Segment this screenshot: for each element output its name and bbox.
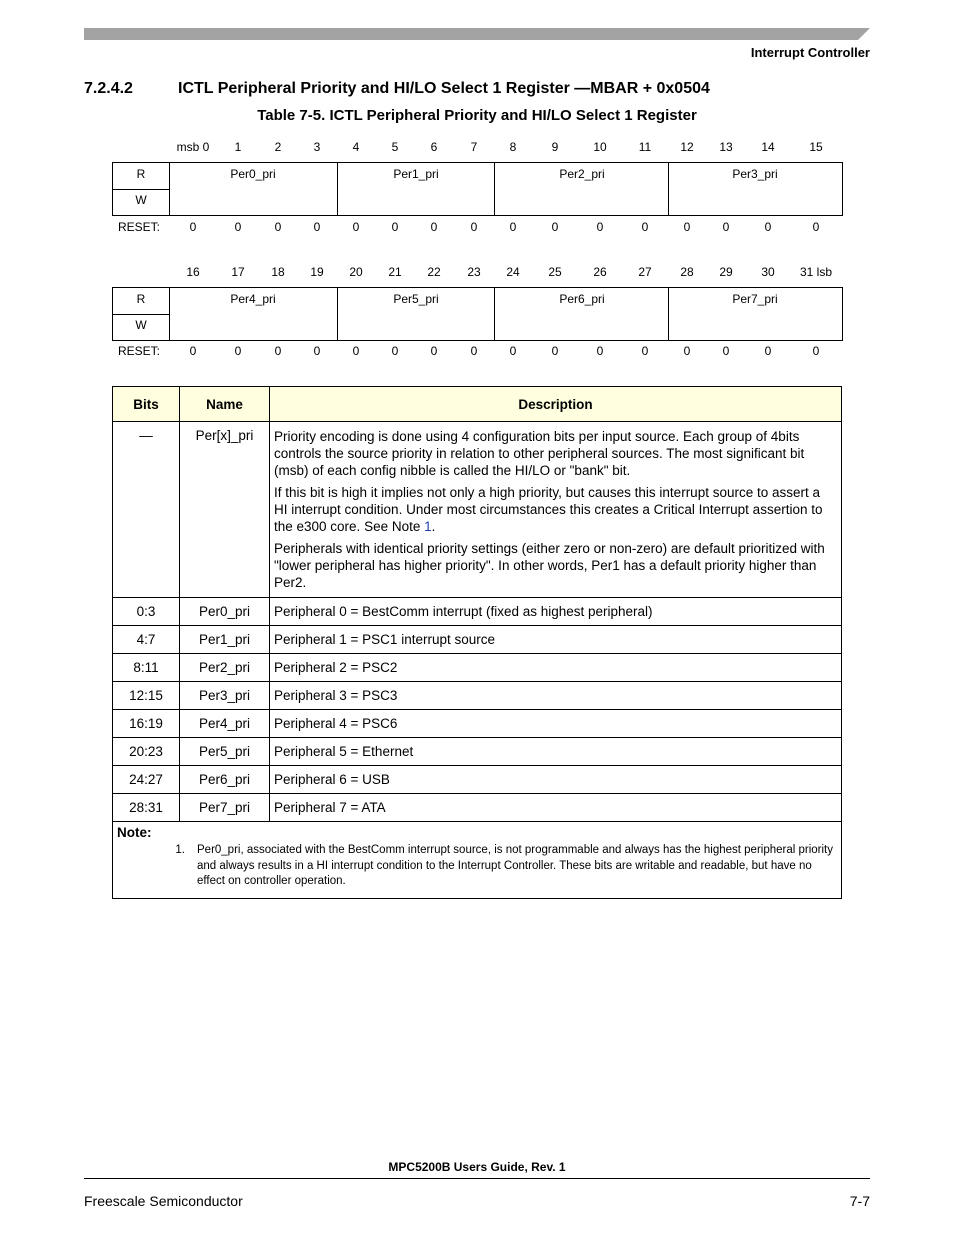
bit-label: 5 (391, 140, 399, 154)
register-field: Per4_pri (230, 292, 276, 306)
bit-label: 18 (271, 265, 285, 279)
reset-value: 0 (234, 220, 242, 234)
register-field: Per0_pri (230, 167, 276, 181)
reset-value: 0 (683, 220, 691, 234)
footer-page-number: 7-7 (849, 1193, 870, 1209)
bit-label: 12 (680, 140, 694, 154)
reset-row (112, 220, 843, 236)
reset-value: 0 (313, 220, 321, 234)
write-row-label: W (135, 193, 147, 207)
table-header-row (113, 387, 842, 422)
reset-value: 0 (352, 344, 360, 358)
footer-divider (84, 1178, 870, 1179)
footer-company: Freescale Semiconductor (84, 1193, 243, 1209)
bit-label: 16 (186, 265, 200, 279)
note-text: Per0_pri, associated with the BestComm interrupt source, is not programmable and always has the highest peripheral priority and always results in a HI interrupt condition to the Interrupt Controller. These bits are writable and readable, but have no effect on controller operation. (197, 844, 834, 887)
table-row (113, 710, 842, 738)
bit-label: 26 (593, 265, 607, 279)
bit-label: 6 (430, 140, 438, 154)
field-divider (337, 288, 338, 340)
reset-value: 0 (234, 344, 242, 358)
bits-cell: 12:15 (113, 682, 180, 710)
table-row (113, 682, 842, 710)
bits-cell: 8:11 (113, 654, 180, 682)
note-cell (113, 822, 842, 899)
table-row (113, 794, 842, 822)
name-cell: Per2_pri (180, 654, 270, 682)
section-title: ICTL Peripheral Priority and HI/LO Select 1 Register —MBAR + 0x0504 (178, 80, 710, 97)
reset-value: 0 (764, 344, 772, 358)
reset-value: 0 (189, 220, 197, 234)
description-cell: Peripheral 2 = PSC2 (270, 654, 842, 682)
field-description-table (112, 386, 842, 899)
name-cell: Per1_pri (180, 626, 270, 654)
table-row (113, 738, 842, 766)
bit-label: 1 (234, 140, 242, 154)
bits-cell: 20:23 (113, 738, 180, 766)
reset-value: 0 (722, 344, 730, 358)
table-row (113, 766, 842, 794)
register-field: Per1_pri (393, 167, 439, 181)
table-row (113, 626, 842, 654)
name-cell: Per[x]_pri (180, 422, 270, 598)
bit-label: 2 (274, 140, 282, 154)
note-item (117, 843, 835, 890)
description-cell (270, 422, 842, 598)
register-field: Per3_pri (732, 167, 778, 181)
name-cell: Per3_pri (180, 682, 270, 710)
bit-label: 13 (719, 140, 733, 154)
description-cell: Peripheral 5 = Ethernet (270, 738, 842, 766)
note-title: Note: (117, 825, 152, 840)
reset-value: 0 (391, 220, 399, 234)
bit-label: 15 (809, 140, 823, 154)
bit-label: 14 (761, 140, 775, 154)
reset-value: 0 (812, 344, 820, 358)
table-row (113, 654, 842, 682)
chapter-header: Interrupt Controller (750, 45, 870, 60)
field-divider (169, 288, 170, 340)
description-cell: Peripheral 7 = ATA (270, 794, 842, 822)
reset-value: 0 (470, 220, 478, 234)
reset-value: 0 (641, 344, 649, 358)
reset-value: 0 (430, 220, 438, 234)
paragraph-text: If this bit is high it implies not only a high priority, but causes this interrupt source to assert a HI interrupt condition. Under most circumstances this creates a Critical Interrupt assertion to the e300 core. See Note (274, 485, 823, 534)
name-cell: Per6_pri (180, 766, 270, 794)
reset-value: 0 (189, 344, 197, 358)
bits-cell: 0:3 (113, 598, 180, 626)
bit-number-row (112, 140, 843, 156)
bit-label: 7 (470, 140, 478, 154)
header-description: Description (270, 387, 842, 422)
field-divider (668, 163, 669, 215)
bit-label: 23 (467, 265, 481, 279)
reset-value: 0 (313, 344, 321, 358)
bit-label: msb 0 (176, 140, 210, 154)
header-decorative-bar (84, 28, 870, 40)
reset-value: 0 (596, 220, 604, 234)
bits-cell: 4:7 (113, 626, 180, 654)
reset-row (112, 344, 843, 360)
bit-label: 27 (638, 265, 652, 279)
bits-cell: 28:31 (113, 794, 180, 822)
reset-value: 0 (596, 344, 604, 358)
bit-label: 25 (548, 265, 562, 279)
section-number: 7.2.4.2 (84, 80, 133, 97)
description-cell: Peripheral 0 = BestComm interrupt (fixed as highest peripheral) (270, 598, 842, 626)
description-cell: Peripheral 1 = PSC1 interrupt source (270, 626, 842, 654)
description-paragraph: Priority encoding is done using 4 configuration bits per input source. Each group of 4bits controls the source priority in relation to other peripheral sources. The most significant bit (msb) of each config nibble is called the HI/LO or "bank" bit. (274, 429, 805, 478)
bit-label: 8 (509, 140, 517, 154)
bit-label: 19 (310, 265, 324, 279)
note-number: 1. (175, 844, 185, 856)
read-row-label: R (113, 163, 169, 190)
write-row-label: W (135, 318, 147, 332)
description-cell: Peripheral 3 = PSC3 (270, 682, 842, 710)
bit-label: 9 (551, 140, 559, 154)
register-field: Per6_pri (559, 292, 605, 306)
read-row-label: R (113, 288, 169, 315)
bit-label: 22 (427, 265, 441, 279)
field-divider (668, 288, 669, 340)
register-field: Per2_pri (559, 167, 605, 181)
bit-label: 10 (593, 140, 607, 154)
reset-value: 0 (812, 220, 820, 234)
register-field-grid (112, 287, 843, 341)
reset-value: 0 (430, 344, 438, 358)
reset-value: 0 (274, 220, 282, 234)
bit-label: 28 (680, 265, 694, 279)
description-cell: Peripheral 4 = PSC6 (270, 710, 842, 738)
reset-value: 0 (683, 344, 691, 358)
reset-value: 0 (551, 344, 559, 358)
table-note-row (113, 822, 842, 899)
field-divider (337, 163, 338, 215)
name-cell: Per5_pri (180, 738, 270, 766)
bit-label: 24 (506, 265, 520, 279)
reset-label: RESET: (118, 220, 161, 234)
name-cell: Per7_pri (180, 794, 270, 822)
reset-value: 0 (470, 344, 478, 358)
bits-cell: 16:19 (113, 710, 180, 738)
reset-value: 0 (722, 220, 730, 234)
reset-label: RESET: (118, 344, 161, 358)
reset-value: 0 (641, 220, 649, 234)
reset-value: 0 (551, 220, 559, 234)
register-field: Per7_pri (732, 292, 778, 306)
bit-label: 21 (388, 265, 402, 279)
description-paragraph: Peripherals with identical priority settings (either zero or non-zero) are default prioritized with "lower peripheral has higher priority". In other words, Per1 has a default priority higher than Per2. (274, 541, 825, 590)
reset-value: 0 (764, 220, 772, 234)
bit-label: 11 (638, 140, 652, 154)
reset-value: 0 (509, 220, 517, 234)
table-caption: Table 7-5. ICTL Peripheral Priority and HI/LO Select 1 Register (257, 107, 697, 124)
table-row (113, 422, 842, 598)
reset-value: 0 (352, 220, 360, 234)
bit-label: 17 (231, 265, 245, 279)
note-link[interactable]: 1 (424, 519, 432, 534)
description-cell: Peripheral 6 = USB (270, 766, 842, 794)
field-divider (494, 288, 495, 340)
reset-value: 0 (391, 344, 399, 358)
field-divider (494, 163, 495, 215)
table-row (113, 598, 842, 626)
field-divider (169, 163, 170, 215)
bits-cell: — (113, 422, 180, 598)
register-field-grid (112, 162, 843, 216)
bit-number-row (112, 265, 843, 281)
name-cell: Per4_pri (180, 710, 270, 738)
bit-label: 20 (349, 265, 363, 279)
reset-value: 0 (509, 344, 517, 358)
header-bits: Bits (113, 387, 180, 422)
bit-label: 4 (352, 140, 360, 154)
bit-label: 29 (719, 265, 733, 279)
name-cell: Per0_pri (180, 598, 270, 626)
header-name: Name (180, 387, 270, 422)
bit-label: 31 lsb (799, 265, 833, 279)
footer-doc-title: MPC5200B Users Guide, Rev. 1 (388, 1160, 566, 1174)
bits-cell: 24:27 (113, 766, 180, 794)
paragraph-suffix: . (431, 519, 436, 534)
description-paragraph (274, 484, 835, 535)
bit-label: 30 (761, 265, 775, 279)
bit-label: 3 (313, 140, 321, 154)
reset-value: 0 (274, 344, 282, 358)
register-field: Per5_pri (393, 292, 439, 306)
